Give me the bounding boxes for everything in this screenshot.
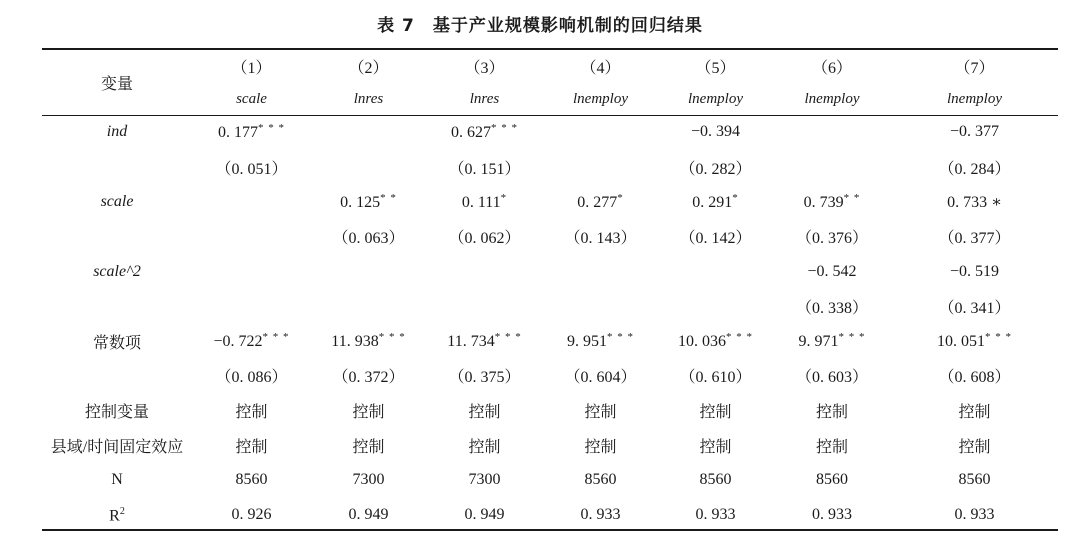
superscript: 2	[119, 505, 125, 517]
table-cell	[311, 219, 426, 254]
table-cell	[891, 428, 1058, 463]
table-cell	[311, 289, 426, 324]
cell-value: −0. 542	[807, 262, 857, 280]
table-cell	[543, 219, 658, 254]
dependent-variable: lnemploy	[573, 90, 628, 107]
cell-value: （0. 282）	[679, 160, 752, 178]
cell-value: （0. 608）	[938, 369, 1011, 387]
table-cell	[311, 463, 426, 498]
cell-value: 0. 627	[451, 124, 491, 142]
table-cell	[543, 359, 658, 394]
column-number: （2）	[348, 60, 389, 77]
column-number: （5）	[695, 60, 736, 77]
table-cell	[891, 185, 1058, 220]
cell-value: 控制	[235, 404, 268, 422]
row-label	[42, 219, 192, 254]
table-cell	[192, 254, 311, 289]
significance-stars: *	[500, 191, 508, 204]
cell-value: 10. 051	[937, 333, 985, 351]
table-cell	[426, 428, 543, 463]
cell-value: −0. 722	[213, 333, 263, 351]
dependent-variable: lnemploy	[804, 90, 860, 107]
table-cell	[311, 115, 426, 150]
cell-value: （0. 610）	[679, 369, 752, 387]
table-cell	[311, 324, 426, 359]
cell-value: 0. 933	[812, 506, 852, 524]
table-cell	[426, 289, 543, 324]
table-cell	[891, 498, 1058, 533]
row-label	[42, 254, 192, 289]
column-number: （7）	[954, 60, 995, 77]
table-cell	[543, 254, 658, 289]
cell-value: 0. 949	[464, 506, 505, 524]
cell-value: （0. 284）	[938, 160, 1011, 178]
table-cell	[426, 359, 543, 394]
table-cell	[543, 150, 658, 185]
table-cell	[658, 324, 773, 359]
cell-value: −0. 394	[690, 123, 741, 141]
row-label	[42, 359, 192, 394]
table-cell	[658, 498, 773, 533]
column-number: （1）	[231, 60, 272, 77]
cell-value: （0. 062）	[448, 230, 521, 248]
table-cell	[311, 150, 426, 185]
row-label-text: 常数项	[92, 334, 141, 352]
table-cell	[311, 359, 426, 394]
table-cell	[773, 359, 891, 394]
table-cell	[773, 428, 891, 463]
table-cell	[311, 428, 426, 463]
table-cell	[192, 150, 311, 185]
cell-value: （0. 604）	[564, 369, 637, 387]
table-cell	[658, 150, 773, 185]
table-cell	[543, 185, 658, 220]
table-cell	[192, 498, 311, 533]
table-cell	[658, 115, 773, 150]
table-cell	[311, 185, 426, 220]
table-cell	[426, 393, 543, 428]
significance-stars: * * *	[262, 331, 290, 344]
cell-value: 11. 734	[447, 333, 495, 351]
significance-stars: * *	[380, 191, 397, 204]
significance-stars: * * *	[985, 331, 1012, 344]
table-cell	[658, 254, 773, 289]
column-number: （4）	[580, 60, 621, 77]
significance-stars: *	[732, 191, 739, 204]
table-cell	[426, 185, 543, 220]
cell-value: 9. 951	[567, 333, 607, 351]
table-cell	[426, 150, 543, 185]
table-cell	[773, 498, 891, 533]
cell-value: 8560	[816, 471, 848, 489]
cell-value: （0. 086）	[215, 369, 288, 387]
significance-stars: * * *	[378, 331, 406, 344]
cell-value: （0. 375）	[448, 369, 521, 387]
significance-stars: * * *	[726, 331, 753, 344]
cell-value: 0. 291	[692, 193, 733, 211]
table-cell	[426, 115, 543, 150]
table-cell	[658, 428, 773, 463]
cell-value: 控制	[352, 439, 385, 457]
table-row	[42, 359, 1058, 394]
table-row	[42, 185, 1058, 220]
table-cell	[543, 428, 658, 463]
table-cell	[773, 115, 891, 150]
cell-value: （0. 063）	[332, 230, 405, 248]
dependent-variable: lnres	[353, 90, 384, 107]
table-cell	[192, 359, 311, 394]
table-row	[42, 289, 1058, 324]
cell-value: （0. 338）	[795, 299, 868, 317]
table-cell	[891, 115, 1058, 150]
table-row	[42, 219, 1058, 254]
table-cell	[773, 254, 891, 289]
table-cell	[192, 393, 311, 428]
table-cell	[891, 393, 1058, 428]
table-cell	[543, 463, 658, 498]
table-cell	[192, 428, 311, 463]
row-label-text: N	[111, 471, 123, 489]
cell-value: 0. 933	[954, 506, 995, 524]
significance-stars: * * *	[607, 331, 634, 344]
table-cell	[773, 219, 891, 254]
row-label-text: scale	[100, 192, 134, 210]
table-cell	[426, 324, 543, 359]
table-cell	[891, 254, 1058, 289]
table-row	[42, 393, 1058, 428]
cell-value: 控制	[468, 404, 501, 422]
cell-value: （0. 143）	[564, 230, 637, 248]
table-row	[42, 254, 1058, 289]
cell-value: 0. 739	[803, 193, 844, 211]
cell-value: 0. 933	[695, 506, 736, 524]
cell-value: 控制	[815, 439, 848, 457]
table-cell	[773, 393, 891, 428]
table-cell	[543, 393, 658, 428]
cell-value: 7300	[468, 471, 501, 489]
row-label-text: 县域/时间固定效应	[50, 439, 184, 457]
table-cell	[658, 393, 773, 428]
table-row	[42, 115, 1058, 150]
row-label-text: ind	[106, 123, 128, 141]
table-cell	[426, 254, 543, 289]
cell-value: 控制	[468, 439, 501, 457]
column-number: （3）	[464, 60, 505, 77]
table-cell	[311, 254, 426, 289]
cell-value: 控制	[584, 439, 617, 457]
table-cell	[426, 498, 543, 533]
row-label	[42, 498, 192, 533]
cell-value: 控制	[815, 404, 848, 422]
table-cell	[192, 219, 311, 254]
table-cell	[426, 463, 543, 498]
cell-value: 0. 125	[340, 193, 381, 211]
table-cell	[658, 219, 773, 254]
table-cell	[891, 219, 1058, 254]
table-cell	[192, 324, 311, 359]
cell-value: （0. 151）	[448, 160, 521, 178]
row-label-text: R	[109, 506, 120, 524]
table-cell	[192, 289, 311, 324]
cell-value: 0. 111	[461, 193, 501, 211]
dependent-variable: lnres	[469, 90, 500, 107]
table-cell	[773, 185, 891, 220]
table-cell	[311, 393, 426, 428]
cell-value: 控制	[235, 439, 268, 457]
table-row	[42, 150, 1058, 185]
row-label	[42, 393, 192, 428]
significance-stars: * * *	[491, 122, 518, 135]
table-row	[42, 428, 1058, 463]
table-cell	[543, 289, 658, 324]
cell-value: （0. 341）	[938, 299, 1011, 317]
significance-stars: * * *	[258, 122, 285, 135]
row-label	[42, 324, 192, 359]
row-label-text: scale^2	[93, 262, 141, 280]
cell-value: （0. 376）	[795, 230, 868, 248]
significance-stars: * *	[843, 191, 861, 204]
dependent-variable: lnemploy	[688, 90, 743, 107]
cell-value: 10. 036	[678, 333, 726, 351]
table-cell	[891, 359, 1058, 394]
significance-stars: * * *	[494, 331, 522, 344]
row-label	[42, 289, 192, 324]
table-cell	[192, 185, 311, 220]
cell-value: 0. 277	[577, 193, 618, 211]
variable-header: 变量	[100, 76, 133, 93]
cell-value: （0. 603）	[795, 369, 868, 387]
cell-value: （0. 142）	[679, 230, 752, 248]
table-cell	[891, 463, 1058, 498]
table-cell	[543, 324, 658, 359]
cell-value: （0. 372）	[332, 369, 405, 387]
significance-stars: *	[617, 191, 624, 204]
table-row	[42, 324, 1058, 359]
table-cell	[543, 498, 658, 533]
row-label	[42, 428, 192, 463]
row-label	[42, 185, 192, 220]
cell-value: −0. 519	[949, 262, 1000, 280]
table-cell	[192, 115, 311, 150]
cell-value: 0. 926	[231, 506, 272, 524]
cell-value: （0. 377）	[938, 230, 1011, 248]
table-cell	[773, 150, 891, 185]
cell-value: 8560	[958, 471, 991, 489]
table-cell	[891, 289, 1058, 324]
cell-value: （0. 051）	[215, 160, 288, 178]
cell-value: 8560	[699, 471, 732, 489]
table-cell	[192, 463, 311, 498]
table-cell	[658, 185, 773, 220]
cell-value: 控制	[958, 439, 991, 457]
table-cell	[773, 289, 891, 324]
table-cell	[543, 115, 658, 150]
cell-value: 8560	[584, 471, 617, 489]
cell-value: −0. 377	[949, 123, 1000, 141]
significance-stars: * * *	[838, 331, 866, 344]
table-cell	[658, 289, 773, 324]
row-label	[42, 463, 192, 498]
table-title: 表 7 基于产业规模影响机制的回归结果	[377, 16, 703, 36]
cell-value: 8560	[235, 471, 268, 489]
table-cell	[658, 463, 773, 498]
table-row	[42, 498, 1058, 533]
cell-value: 0. 733 ∗	[947, 193, 1002, 211]
cell-value: 0. 933	[580, 506, 621, 524]
table-cell	[311, 498, 426, 533]
regression-table	[42, 50, 1058, 533]
row-label	[42, 115, 192, 150]
cell-value: 11. 938	[331, 333, 379, 351]
cell-value: 控制	[699, 404, 732, 422]
cell-value: 控制	[699, 439, 732, 457]
cell-value: 9. 971	[798, 333, 839, 351]
cell-value: 0. 949	[348, 506, 389, 524]
dependent-variable: scale	[236, 90, 267, 107]
table-cell	[658, 359, 773, 394]
dependent-variable: lnemploy	[947, 90, 1002, 107]
table-cell	[773, 463, 891, 498]
cell-value: 控制	[584, 404, 617, 422]
table-cell	[426, 219, 543, 254]
table-cell	[891, 150, 1058, 185]
row-label	[42, 150, 192, 185]
column-number: （6）	[811, 60, 852, 77]
table-cell	[773, 324, 891, 359]
cell-value: 控制	[352, 404, 385, 422]
table-cell	[891, 324, 1058, 359]
row-label-text: 控制变量	[84, 404, 149, 422]
cell-value: 7300	[352, 471, 385, 489]
table-row	[42, 463, 1058, 498]
cell-value: 控制	[958, 404, 991, 422]
cell-value: 0. 177	[218, 124, 258, 142]
